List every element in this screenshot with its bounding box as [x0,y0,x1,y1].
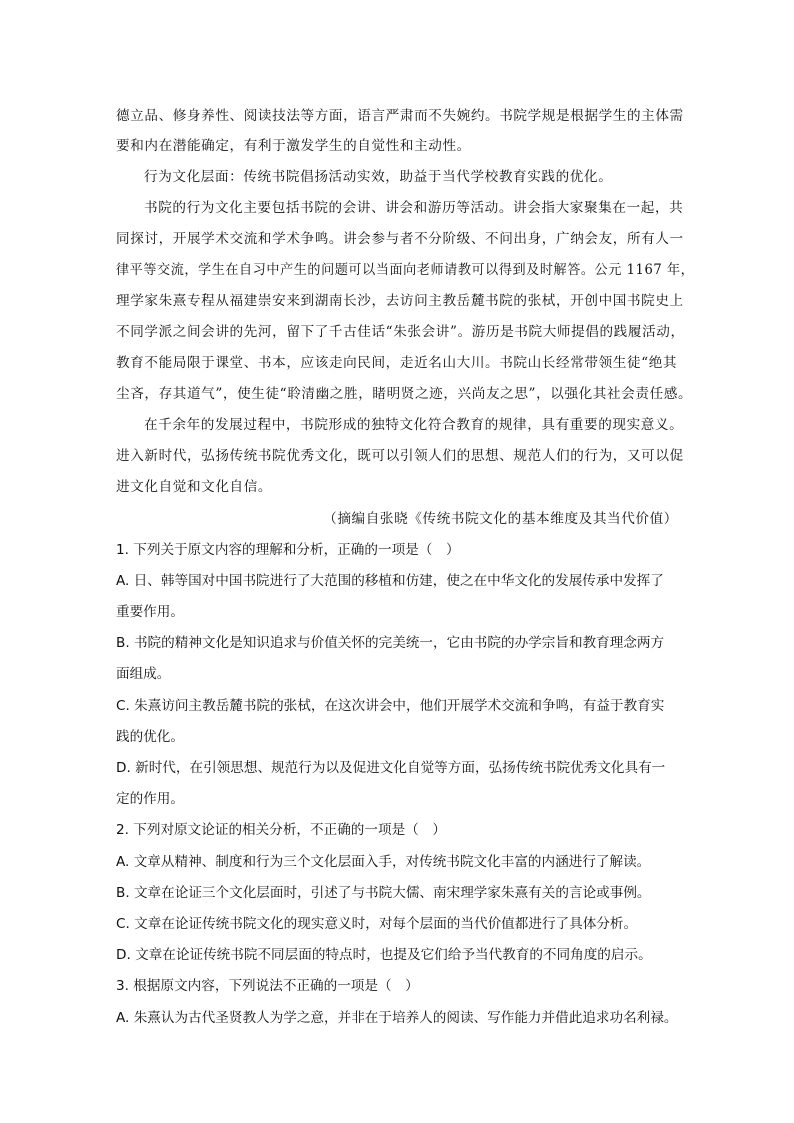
article-line: 教育不能局限于课堂、书本，应该走向民间，走近名山大川。书院山长经常带领生徒“绝其 [116,355,678,371]
article-line: 德立品、修身养性、阅读技法等方面，语言严肃而不失婉约。书院学规是根据学生的主体需 [116,108,684,124]
question-line: A. 朱熹认为古代圣贤教人为学之意，并非在于培养人的阅读、写作能力并借此追求功名利禄。 [116,1010,678,1026]
article-line: 进文化自觉和文化自信。 [116,479,273,495]
question-line: 重要作用。 [116,604,184,620]
article-line: 行为文化层面：传统书院倡扬活动实效，助益于当代学校教育实践的优化。 [144,169,613,185]
question-line: B. 书院的精神文化是知识追求与价值关怀的完美统一，它由书院的办学宗旨和教育理念两方 [116,635,665,651]
article-line: 要和内在潜能确定，有利于激发学生的自觉性和主动性。 [116,138,471,154]
question-line: A. 文章从精神、制度和行为三个文化层面入手，对传统书院文化丰富的内涵进行了解读。 [116,854,651,870]
question-line: B. 文章在论证三个文化层面时，引述了与书院大儒、南宋理学家朱熹有关的言论或事例。 [116,885,651,901]
question-line: 3. 根据原文内容，下列说法不正确的一项是（ ） [116,978,419,994]
question-line: 定的作用。 [116,791,184,807]
question-line: 2. 下列对原文论证的相关分析，不正确的一项是（ ） [116,822,446,838]
question-line: C. 文章在论证传统书院文化的现实意义时，对每个层面的当代价值都进行了具体分析。 [116,916,638,932]
article-line: 在千余年的发展过程中，书院形成的独特文化符合教育的规律，具有重要的现实意义。 [144,417,684,433]
question-line: 1. 下列关于原文内容的理解和分析，正确的一项是（ ） [116,542,460,558]
article-line: 书院的行为文化主要包括书院的会讲、讲会和游历等活动。讲会指大家聚集在一起，共 [144,200,684,216]
question-line: 践的优化。 [116,729,184,745]
article-line: 进入新时代，弘扬传统书院优秀文化，既可以引领人们的思想、规范人们的行为，又可以促 [116,448,684,464]
article-line: 不同学派之间会讲的先河，留下了千古佳话“朱张会讲”。游历是书院大师提倡的践履活动， [116,324,685,340]
question-line: D. 新时代，在引领思想、规范行为以及促进文化自觉等方面，弘扬传统书院优秀文化具有一 [116,760,666,776]
article-line: 理学家朱熹专程从福建崇安来到湖南长沙，去访问主教岳麓书院的张栻，开创中国书院史上 [116,293,684,309]
question-line: C. 朱熹访问主教岳麓书院的张栻，在这次讲会中，他们开展学术交流和争鸣，有益于教育实 [116,698,665,714]
article-line: 律平等交流，学生在自习中产生的问题可以当面向老师请教可以得到及时解答。公元 1167 年， [116,262,695,278]
question-line: A. 日、韩等国对中国书院进行了大范围的移植和仿建，使之在中华文化的发展传承中发挥了 [116,573,664,589]
article-line: 尘吝，存其道气”，使生徒“聆清幽之胜，睹明贤之迹，兴尚友之思”，以强化其社会责任感。 [116,386,693,402]
article-line: 同探讨，开展学术交流和学术争鸣。讲会参与者不分阶级、不问出身，广纳会友，所有人一 [116,231,684,247]
question-line: 面组成。 [116,666,171,682]
article-source: （摘编自张晓《传统书院文化的基本维度及其当代价值） [323,511,678,527]
question-line: D. 文章在论证传统书院不同层面的特点时，也提及它们给予当代教育的不同角度的启示。 [116,947,652,963]
